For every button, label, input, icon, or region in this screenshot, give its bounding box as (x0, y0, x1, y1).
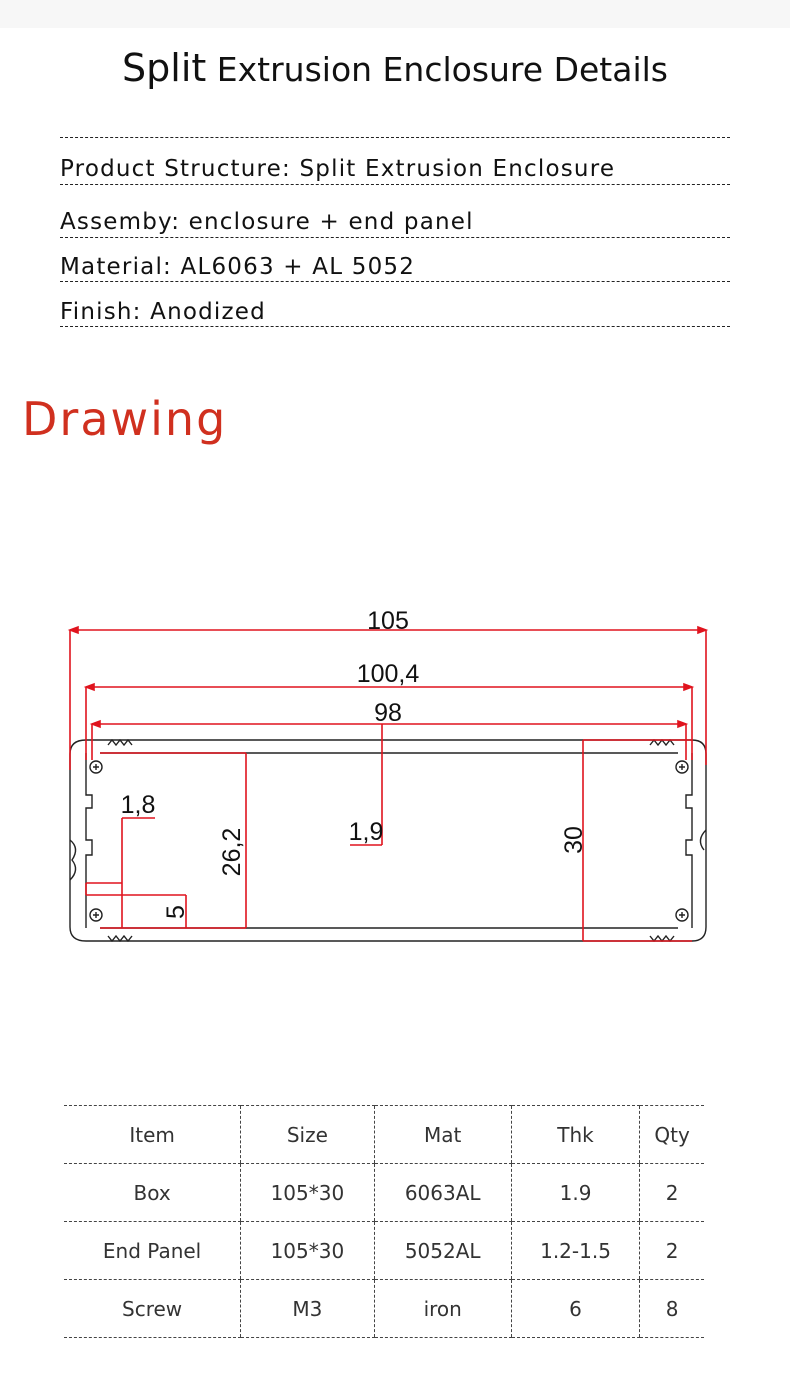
table-cell: 105*30 (241, 1164, 374, 1222)
spec-divider (60, 326, 730, 327)
table-cell: 6063AL (374, 1164, 511, 1222)
dimension-label-30: 30 (560, 826, 588, 854)
spec-value: AL6063 + AL 5052 (180, 254, 416, 280)
spec-divider (60, 184, 730, 185)
spec-table (64, 1105, 704, 1338)
dimension-label-100-4: 100,4 (356, 660, 420, 688)
table-header: Thk (511, 1106, 639, 1164)
title-part-2: Extrusion Enclosure Details (216, 50, 668, 89)
dimension-label-5: 5 (162, 905, 190, 919)
spec-divider (60, 237, 730, 238)
table-cell: Screw (64, 1280, 241, 1338)
spec-value: Anodized (150, 299, 266, 325)
table-header: Qty (640, 1106, 704, 1164)
table-header: Size (241, 1106, 374, 1164)
dimension-label-105: 105 (367, 607, 409, 635)
table-cell: M3 (241, 1280, 374, 1338)
table-cell: Box (64, 1164, 241, 1222)
table-cell: 6 (511, 1280, 639, 1338)
title-part-1: Split (122, 46, 207, 90)
top-band (0, 0, 790, 28)
dimension-label-98: 98 (374, 699, 402, 727)
table-cell: 8 (640, 1280, 704, 1338)
spec-value: Split Extrusion Enclosure (299, 156, 616, 182)
spec-label: Product Structure: (60, 156, 291, 182)
spec-material (60, 254, 415, 280)
spec-value: enclosure + end panel (188, 209, 474, 235)
table-cell: iron (374, 1280, 511, 1338)
table-cell: 1.2-1.5 (511, 1222, 639, 1280)
spec-product-structure (60, 156, 615, 182)
table-cell: 5052AL (374, 1222, 511, 1280)
drawing-heading: Drawing (22, 392, 228, 446)
spec-divider (60, 281, 730, 282)
dimension-labels (121, 607, 588, 919)
spec-label: Assemby: (60, 209, 181, 235)
page-title (0, 46, 790, 90)
table-cell: 2 (640, 1222, 704, 1280)
table-header: Item (64, 1106, 241, 1164)
spec-finish (60, 299, 266, 325)
table-header: Mat (374, 1106, 511, 1164)
table-cell: 1.9 (511, 1164, 639, 1222)
dimension-label-26-2: 26,2 (218, 827, 246, 877)
table-cell: End Panel (64, 1222, 241, 1280)
spec-divider (60, 137, 730, 138)
spec-assembly (60, 209, 474, 235)
table-row (64, 1164, 704, 1222)
table-row (64, 1222, 704, 1280)
table-cell: 105*30 (241, 1222, 374, 1280)
spec-label: Finish: (60, 299, 142, 325)
spec-label: Material: (60, 254, 172, 280)
dimension-label-1-9: 1,9 (348, 818, 384, 846)
table-cell: 2 (640, 1164, 704, 1222)
dimension-label-1-8: 1,8 (120, 791, 156, 819)
table-header-row (64, 1106, 704, 1164)
technical-drawing (0, 590, 790, 960)
table-row (64, 1280, 704, 1338)
